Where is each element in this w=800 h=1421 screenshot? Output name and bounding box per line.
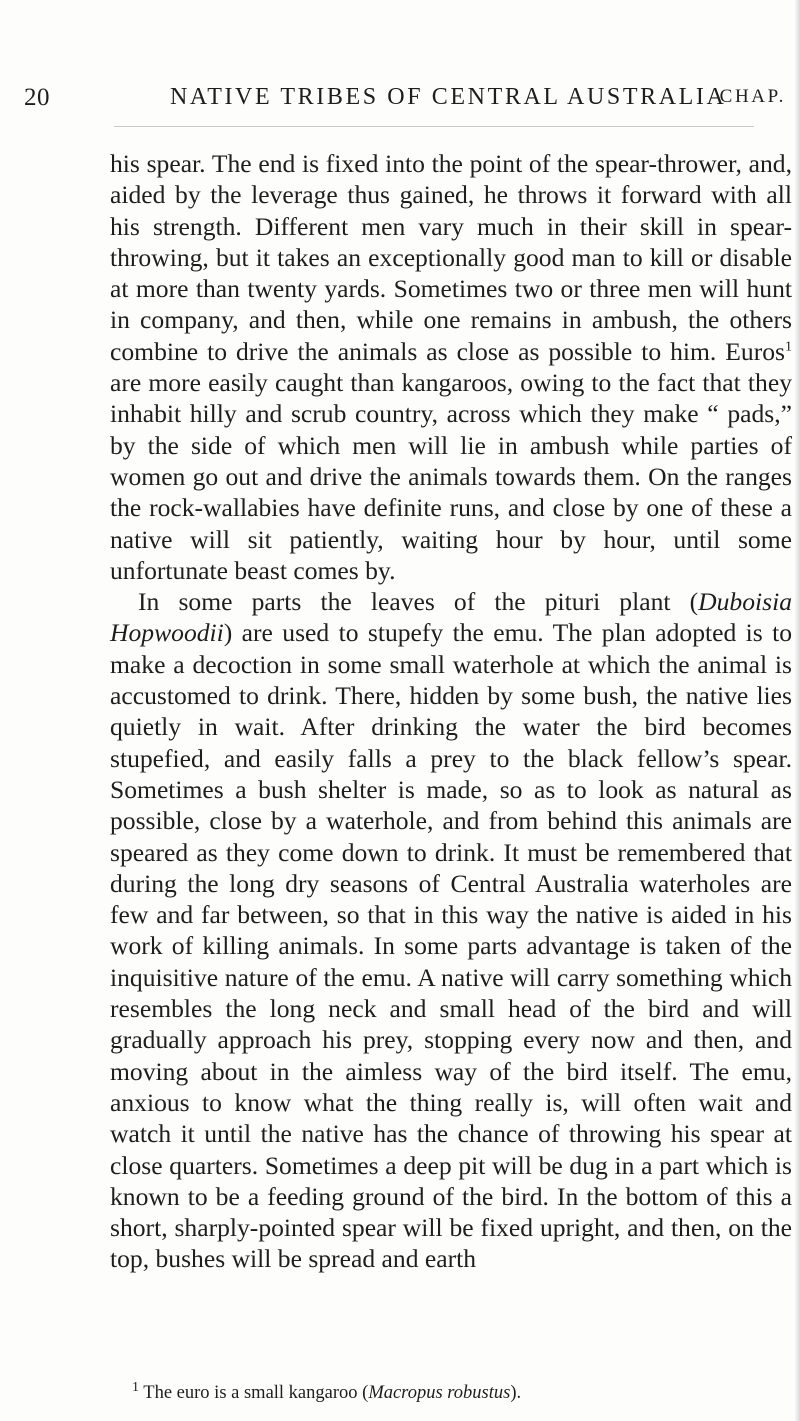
running-title: NATIVE TRIBES OF CENTRAL AUSTRALIA <box>170 84 727 110</box>
footnote-text: The euro is a small kangaroo ( <box>139 1383 369 1403</box>
footnote-reference: 1 <box>785 339 792 355</box>
page-edge <box>794 0 800 1421</box>
chapter-label: CHAP. <box>719 86 786 107</box>
paragraph-text: his spear. The end is fixed into the point of the spear-thrower, and, aided by the leverage thus gained, he throws it forward with all his strength. Different men vary much in their skill in spear-throwing, but it takes an exceptionally good man to kill or disable at more than twenty yards. Sometimes two or three men will hunt in company, and then, while one remains in ambush, the others combine to drive the animals as close as possible to him. Euros <box>110 149 792 366</box>
page-number: 20 <box>24 84 50 111</box>
body-text <box>110 148 792 1275</box>
header-rule <box>114 126 754 127</box>
species-name: Macropus robustus <box>368 1383 511 1403</box>
footnote-text: ). <box>510 1383 522 1403</box>
paragraph-text: ) are used to stupefy the emu. The plan adopted is to make a decoction in some small waterhole at which the animal is accustomed to drink. There, hidden by some bush, the native lies quietly in wait. After drinking the water the bird becomes stupefied, and easily falls a prey to the black fellow’s spear. Sometimes a bush shelter is made, so as to look as natural as possible, close by a waterhole, and from behind this animals are speared as they come down to drink. It must be remembered that during the long dry seasons of Central Australia waterholes are few and far between, so that in this way the native is aided in his work of killing animals. In some parts advantage is taken of the inquisitive nature of the emu. A native will carry something which resembles the long neck and small head of the bird and will gradually approach his prey, stopping every now and then, and moving about in the aimless way of the bird itself. The emu, anxious to know what the thing really is, will often wait and watch it until the native has the chance of throwing his spear at close quarters. Sometimes a deep pit will be dug in a part which is known to be a feeding ground of the bird. In the bottom of this a short, sharply-pointed spear will be fixed upright, and then, on the top, bushes will be spread and earth <box>110 618 792 1274</box>
paragraph <box>110 586 792 1275</box>
paragraph-text: are more easily caught than kangaroos, owing to the fact that they inhabit hilly and scrub country, across which they make “ pads,” by the side of which men will lie in ambush while parties of women go out and drive the animals towards them. On the ranges the rock-wallabies have definite runs, and close by one of these a native will sit patiently, waiting hour by hour, until some unfortunate beast comes by. <box>110 368 792 585</box>
running-head <box>24 84 792 120</box>
paragraph <box>110 148 792 586</box>
footnote <box>110 1381 792 1405</box>
footnote-mark: 1 <box>132 1379 139 1395</box>
species-name: Duboisia Hopwoodii <box>110 587 792 648</box>
paragraph-text: In some parts the leaves of the pituri plant ( <box>138 587 699 617</box>
